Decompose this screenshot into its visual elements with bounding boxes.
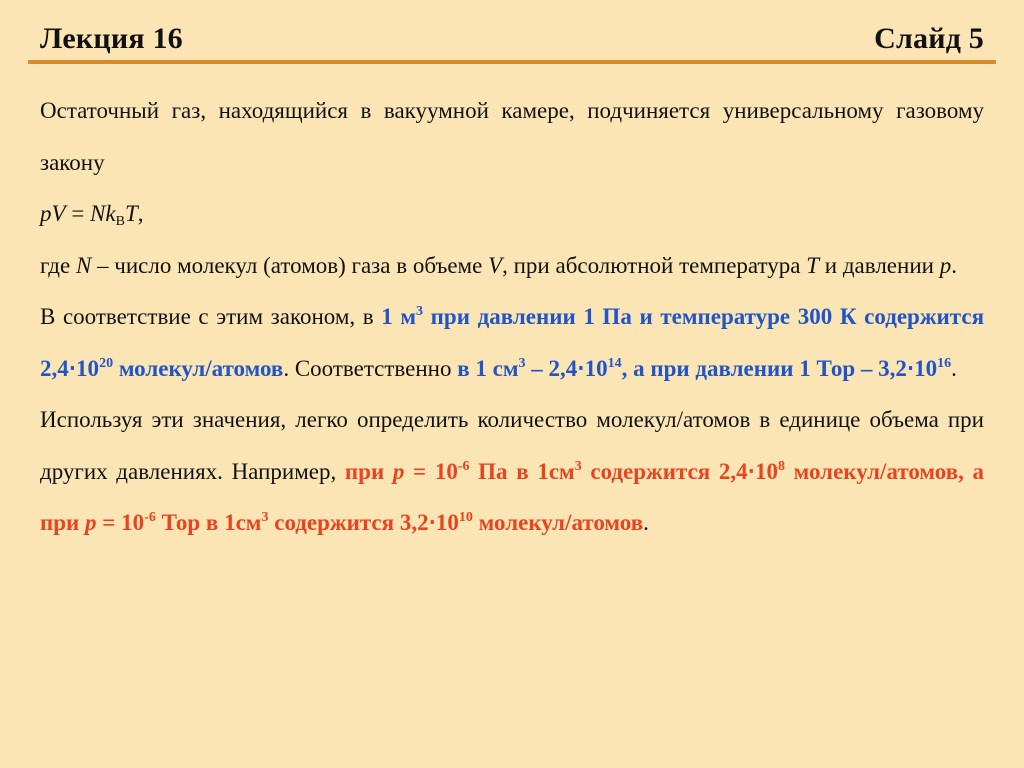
blue-sup: 3 <box>416 304 424 319</box>
blue-text: – 2,4⋅10 <box>525 355 608 381</box>
formula-n: N <box>90 201 106 226</box>
def-text: где <box>40 252 76 278</box>
def-text: . <box>951 252 957 278</box>
slide-body <box>40 85 984 549</box>
def-text: и давлении <box>819 252 940 278</box>
def-text: , при абсолютной температура <box>502 252 807 278</box>
red-text: содержится 2,4⋅10 <box>581 458 778 484</box>
def-p: p <box>939 252 952 278</box>
red-text: Тор в 1см <box>155 510 262 535</box>
paragraph-definitions <box>40 240 984 292</box>
example-text: Используя эти значения, легко определить количество молекул/атомов в единице объема при других давлениях. Например, <box>40 407 984 484</box>
red-sup: 10 <box>458 510 473 525</box>
blue-text: при давлении 1 Па и температуре 300 К содержится 2,4⋅10 <box>40 304 985 381</box>
red-sup: -6 <box>144 510 156 525</box>
paragraph-law-values <box>40 291 984 394</box>
formula-v: V <box>51 201 66 226</box>
def-n: N <box>75 252 92 278</box>
red-text: содержится 3,2⋅10 <box>268 510 459 535</box>
blue-sup: 16 <box>937 355 952 371</box>
formula-t: T <box>124 201 138 226</box>
red-text: Па в 1см <box>469 458 575 484</box>
lecture-title: Лекция 16 <box>40 22 183 55</box>
red-p: p <box>85 510 97 535</box>
slide-header <box>40 22 984 56</box>
example-text: . <box>643 510 649 535</box>
red-text: = 10 <box>404 458 458 484</box>
blue-text: , а при давлении 1 Тор – 3,2⋅10 <box>621 355 938 381</box>
slide-number: Слайд 5 <box>874 22 984 55</box>
red-sup: -6 <box>457 458 470 474</box>
red-text: = 10 <box>96 510 145 535</box>
gas-law-formula <box>40 188 984 240</box>
law-text: . Соответственно <box>283 355 458 381</box>
red-text: молекул/атомов <box>472 510 644 535</box>
blue-sup: 14 <box>607 355 622 371</box>
law-text: В соответствие с этим законом, в <box>40 304 382 329</box>
paragraph-intro <box>40 85 984 188</box>
red-text: молекул/атомов, а при <box>40 458 985 535</box>
header-divider <box>28 60 996 64</box>
intro-text: Остаточный газ, находящийся в вакуумной камере, подчиняется универсальному газовому закону <box>40 98 984 175</box>
formula-p: p <box>40 201 52 226</box>
formula-comma: , <box>137 201 144 226</box>
blue-sup: 20 <box>99 355 114 371</box>
blue-sup: 3 <box>518 355 526 371</box>
formula-eq: = <box>65 201 91 226</box>
blue-text: 1 м <box>381 304 417 329</box>
formula-k: k <box>105 201 116 226</box>
red-sup: 8 <box>777 458 785 474</box>
blue-text: молекул/атомов <box>113 355 284 381</box>
formula-b: B <box>115 214 125 229</box>
red-sup: 3 <box>574 458 582 474</box>
paragraph-example <box>40 394 984 549</box>
law-text: . <box>951 355 957 381</box>
red-sup: 3 <box>261 510 269 525</box>
red-p: p <box>392 458 405 484</box>
def-text: – число молекул (атомов) газа в объеме <box>91 252 489 278</box>
blue-text: в 1 см <box>457 355 519 381</box>
def-t: T <box>806 252 820 278</box>
highlight-blue <box>457 356 951 381</box>
red-text: при <box>344 458 393 484</box>
def-v: V <box>488 252 503 278</box>
